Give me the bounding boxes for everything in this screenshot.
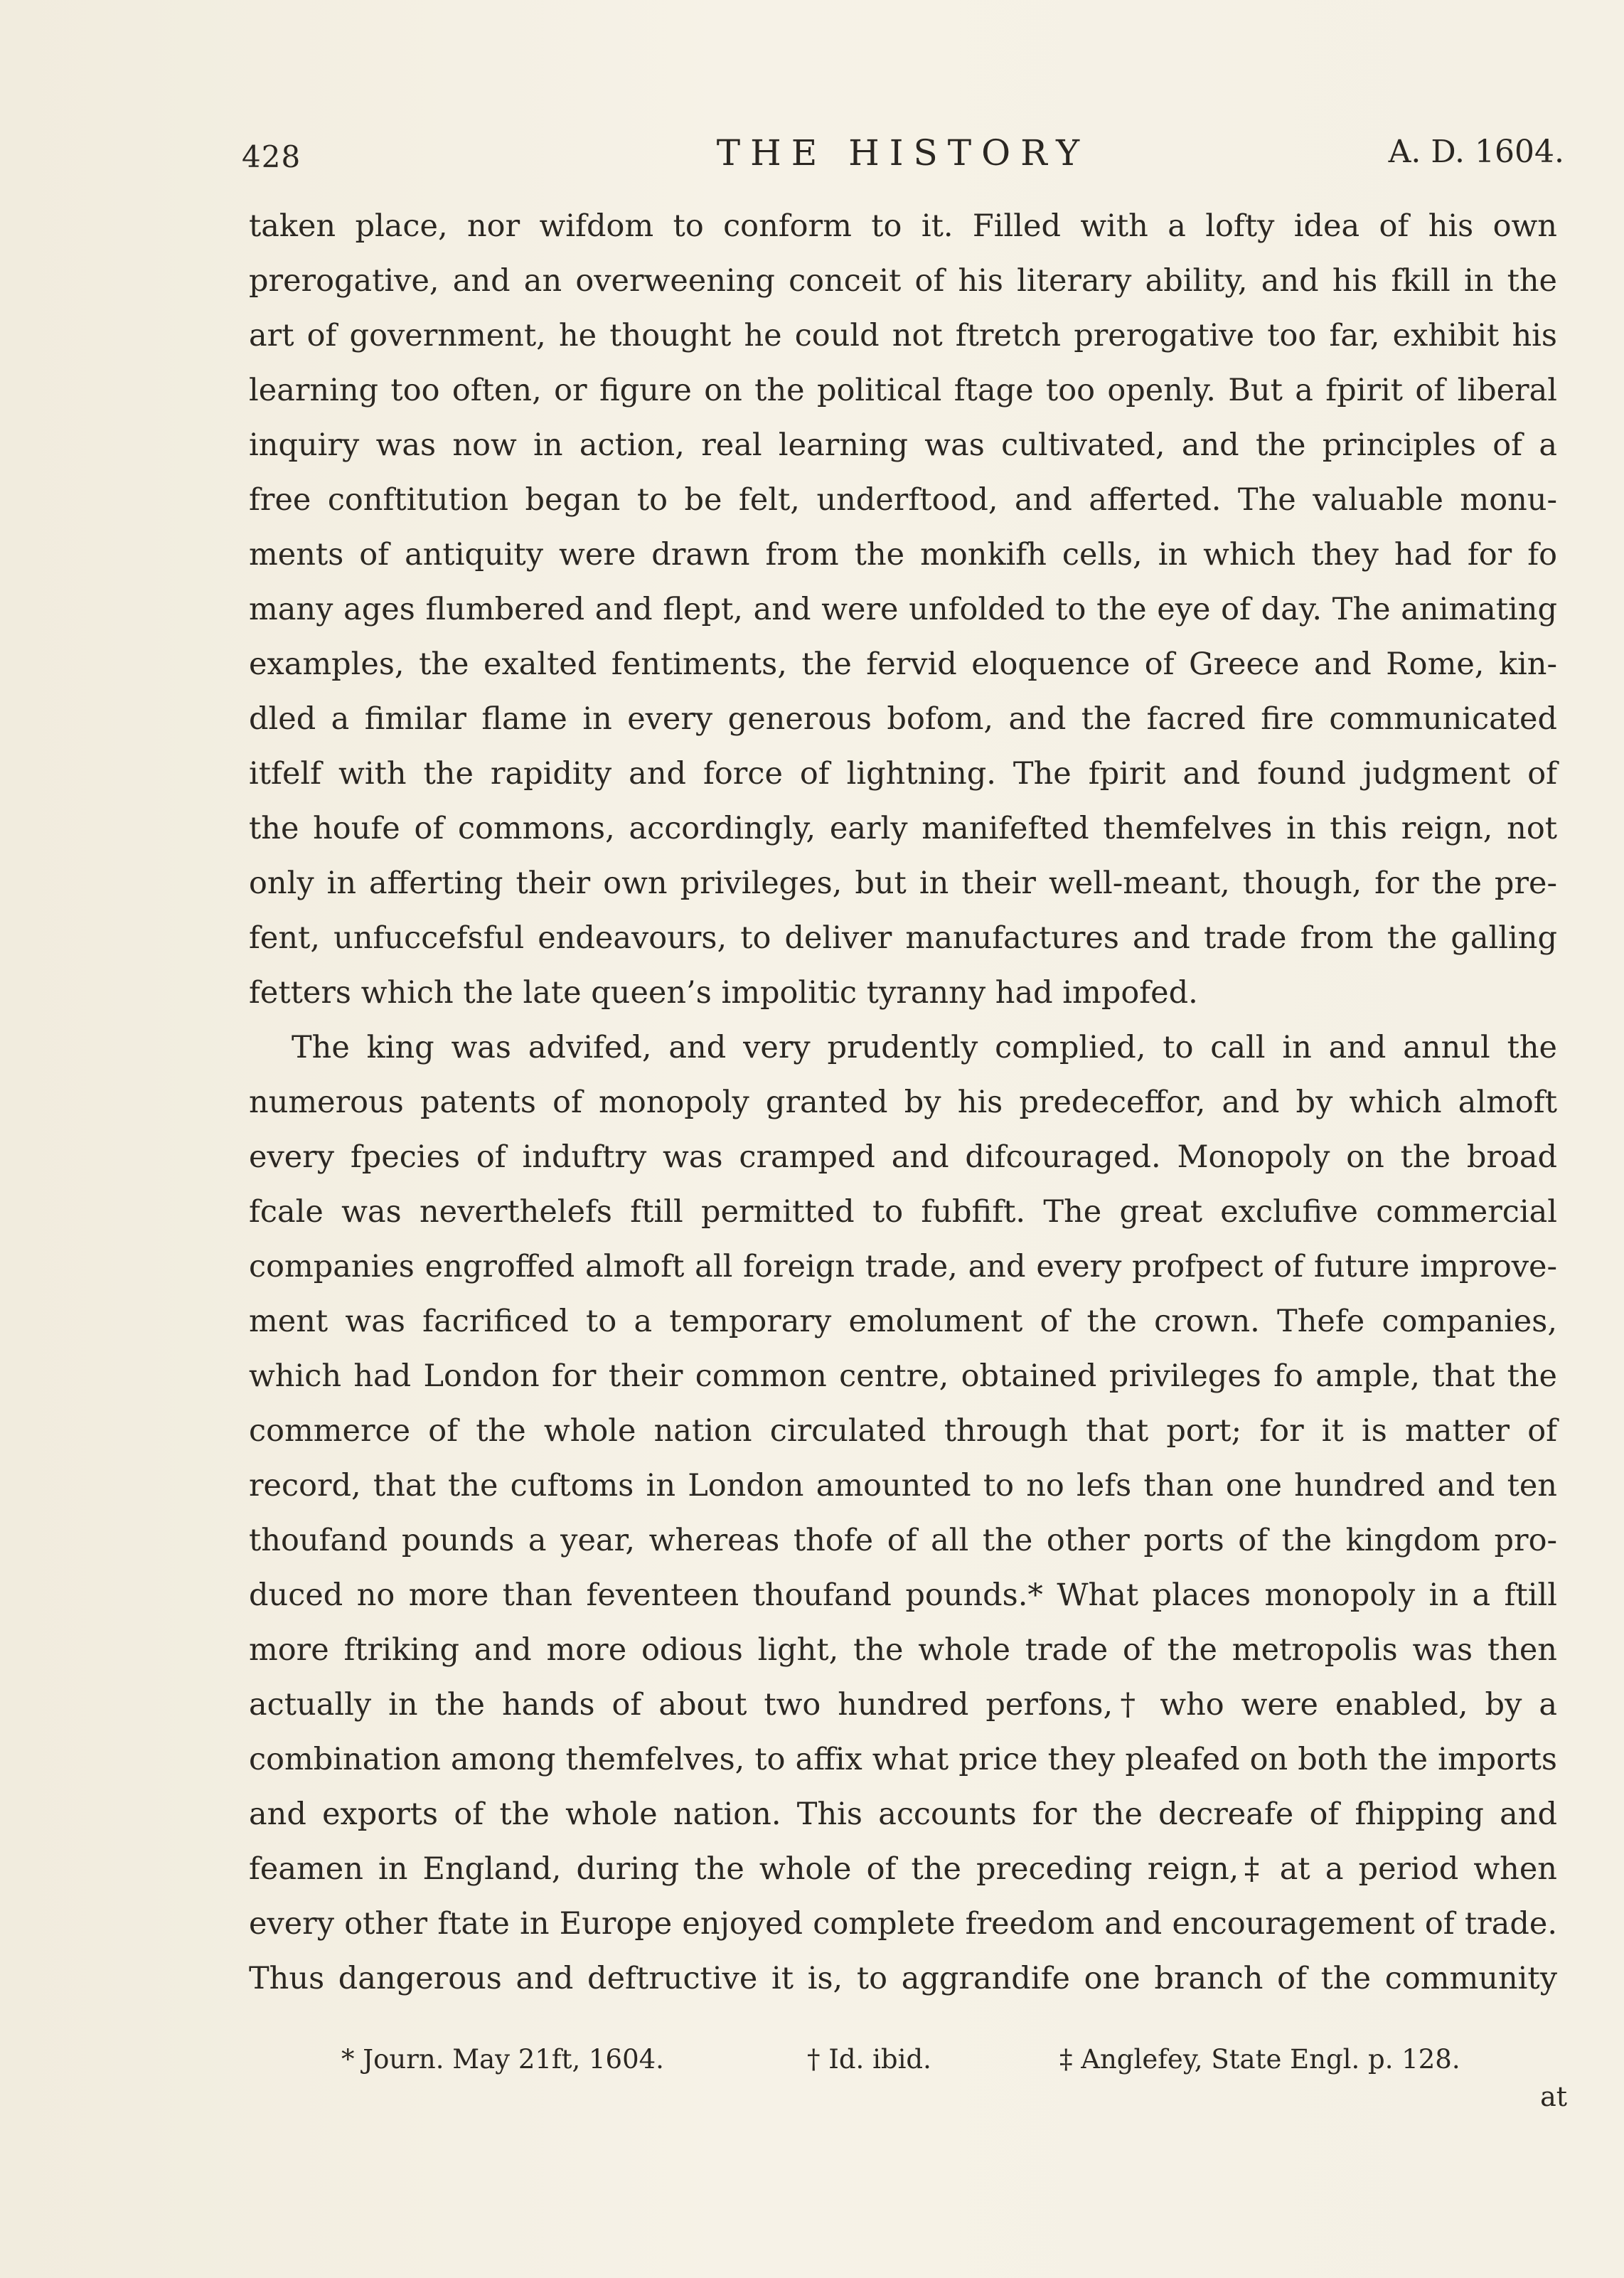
text-line: and exports of the whole nation. This accounts for the decreafe of fhipping and	[249, 1797, 1557, 1832]
text-line: feamen in England, during the whole of the preceding reign,‡ at a period when	[249, 1851, 1557, 1887]
page-header	[242, 125, 1564, 182]
page-number: 428	[242, 139, 301, 174]
text-line: The king was advifed, and very prudently complied, to call in and annul the	[292, 1030, 1557, 1065]
footnotes	[341, 2044, 1493, 2087]
catchword: at	[1540, 2081, 1567, 2112]
text-line: duced no more than feventeen thoufand pounds.* What places monopoly in a ftill	[249, 1577, 1557, 1613]
text-line: combination among themfelves, to affix what price they pleafed on both the imports	[249, 1742, 1557, 1777]
text-line: fcale was neverthelefs ftill permitted to fubfift. The great exclufive commercial	[249, 1194, 1557, 1230]
text-line: inquiry was now in action, real learning was cultivated, and the principles of a	[249, 427, 1557, 463]
paragraph-2	[249, 1021, 1557, 2006]
text-line: Thus dangerous and deftructive it is, to aggrandife one branch of the community	[249, 1961, 1557, 1996]
body-text	[249, 199, 1557, 2006]
text-line: numerous patents of monopoly granted by his predeceffor, and by which almoft	[249, 1085, 1557, 1120]
text-line: free conftitution began to be felt, underftood, and afferted. The valuable monu-	[249, 482, 1557, 518]
text-line: companies engroffed almoft all foreign trade, and every profpect of future improve-	[249, 1249, 1557, 1284]
footnote: † Id. ibid.	[807, 2044, 931, 2075]
text-line: the houfe of commons, accordingly, early manifefted themfelves in this reign, not	[249, 811, 1557, 846]
text-line: taken place, nor wifdom to conform to it. Filled with a lofty idea of his own	[249, 208, 1557, 244]
header-date: A. D. 1604.	[1388, 134, 1564, 170]
text-line: fent, unfuccefsful endeavours, to deliver manufactures and trade from the galling	[249, 920, 1557, 956]
text-line: prerogative, and an overweening conceit of his literary ability, and his fkill in the	[249, 263, 1557, 299]
text-line: actually in the hands of about two hundred perfons,† who were enabled, by a	[249, 1687, 1557, 1723]
running-title: THE HISTORY	[716, 132, 1090, 174]
text-line: only in afferting their own privileges, but in their well-meant, though, for the pre-	[249, 866, 1557, 901]
footnote: * Journ. May 21ft, 1604.	[341, 2044, 664, 2075]
text-line: every other ftate in Europe enjoyed complete freedom and encouragement of trade.	[249, 1906, 1557, 1942]
footnote: ‡ Anglefey, State Engl. p. 128.	[1059, 2044, 1460, 2075]
text-line: learning too often, or figure on the political ftage too openly. But a fpirit of liberal	[249, 373, 1557, 408]
text-line: fetters which the late queen’s impolitic tyranny had impofed.	[249, 975, 1198, 1011]
text-line: dled a fimilar flame in every generous bofom, and the facred fire communicated	[249, 701, 1557, 737]
text-line: which had London for their common centre, obtained privileges fo ample, that the	[249, 1358, 1557, 1394]
text-line: more ftriking and more odious light, the whole trade of the metropolis was then	[249, 1632, 1557, 1668]
text-line: many ages flumbered and flept, and were unfolded to the eye of day. The animating	[249, 592, 1557, 627]
text-line: itfelf with the rapidity and force of lightning. The fpirit and found judgment of	[249, 756, 1557, 792]
text-line: ment was facrificed to a temporary emolument of the crown. Thefe companies,	[249, 1304, 1557, 1339]
paragraph-1	[249, 199, 1557, 1021]
text-line: ments of antiquity were drawn from the monkifh cells, in which they had for fo	[249, 537, 1557, 573]
text-line: examples, the exalted fentiments, the fervid eloquence of Greece and Rome, kin-	[249, 646, 1557, 682]
text-line: thoufand pounds a year, whereas thofe of all the other ports of the kingdom pro-	[249, 1523, 1557, 1558]
text-line: commerce of the whole nation circulated through that port; for it is matter of	[249, 1413, 1557, 1449]
text-line: record, that the cuftoms in London amounted to no lefs than one hundred and ten	[249, 1468, 1557, 1503]
text-line: every fpecies of induftry was cramped and difcouraged. Monopoly on the broad	[249, 1139, 1557, 1175]
text-line: art of government, he thought he could not ftretch prerogative too far, exhibit his	[249, 318, 1557, 353]
